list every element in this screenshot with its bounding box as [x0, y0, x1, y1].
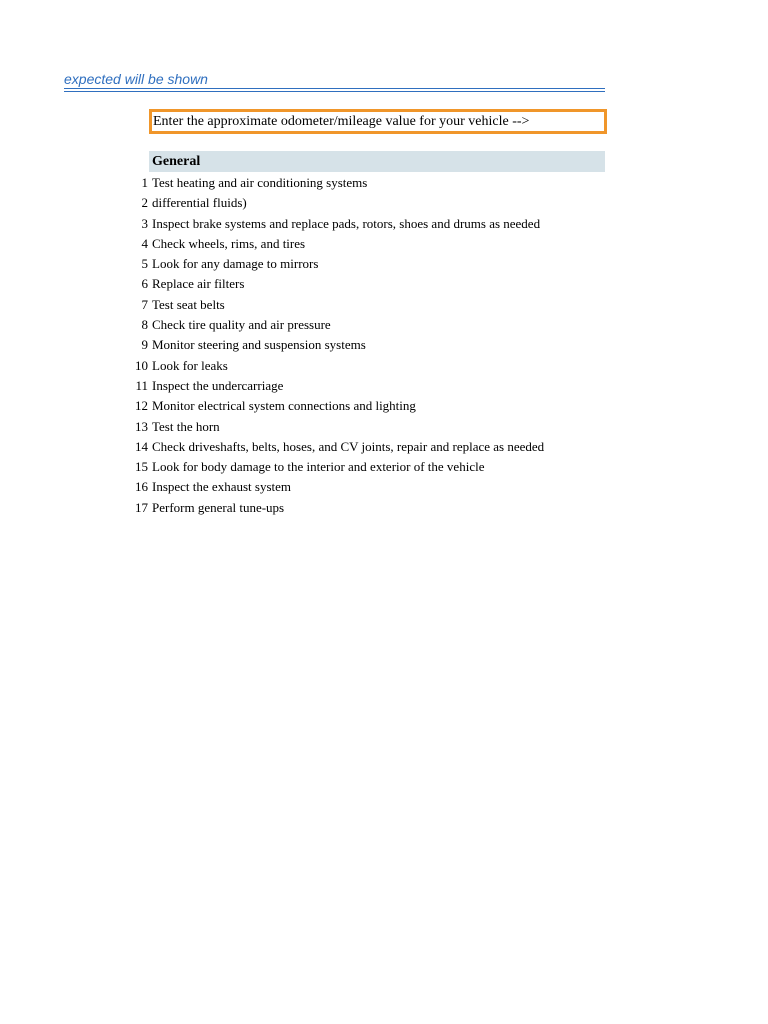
list-item [0, 418, 768, 438]
item-text: Test heating and air conditioning systems [152, 175, 368, 190]
item-text: Check driveshafts, belts, hoses, and CV joints, repair and replace as needed [152, 438, 545, 454]
item-number: 8 [141, 317, 148, 333]
list-item [0, 255, 768, 275]
item-text: Inspect brake systems and replace pads, rotors, shoes and drums as needed [152, 215, 541, 231]
odometer-input-cell[interactable] [149, 109, 607, 134]
list-item [0, 316, 768, 336]
item-number: 4 [141, 235, 148, 251]
item-text: Inspect the exhaust system [152, 479, 291, 495]
list-item [0, 377, 768, 397]
header-note: expected will be shown [64, 71, 208, 87]
list-item [0, 194, 768, 214]
item-text: Test seat belts [152, 296, 225, 312]
item-number: 9 [141, 337, 148, 353]
list-item [0, 296, 768, 316]
item-number: 5 [141, 256, 148, 272]
list-item [0, 174, 768, 194]
item-number: 11 [135, 377, 148, 393]
odometer-label: Enter the approximate odometer/mileage value for your vehicle --> [153, 114, 530, 129]
item-number: 2 [141, 195, 148, 211]
item-text: Monitor steering and suspension systems [152, 337, 366, 353]
item-number: 6 [141, 276, 148, 292]
item-text: Inspect the undercarriage [152, 377, 284, 393]
item-text: Check wheels, rims, and tires [152, 235, 306, 251]
item-text: Monitor electrical system connections and lighting [152, 398, 416, 414]
list-item [0, 235, 768, 255]
list-item [0, 357, 768, 377]
item-number: 17 [135, 499, 148, 515]
list-item [0, 336, 768, 356]
item-number: 14 [135, 438, 148, 454]
list-item [0, 499, 768, 519]
item-text: Replace air filters [152, 276, 245, 292]
item-text: Look for body damage to the interior and exterior of the vehicle [152, 459, 485, 475]
item-number: 7 [141, 296, 148, 312]
maintenance-list [0, 174, 768, 519]
item-text: Check tire quality and air pressure [152, 317, 331, 333]
item-text: Test the horn [152, 418, 220, 434]
item-number: 16 [135, 479, 148, 495]
header-rule-bottom [64, 91, 605, 92]
item-number: 1 [141, 175, 148, 190]
item-number: 10 [135, 357, 148, 373]
list-item [0, 438, 768, 458]
item-text: Perform general tune-ups [152, 499, 285, 515]
list-item [0, 478, 768, 498]
item-text: Look for any damage to mirrors [152, 256, 319, 272]
list-item [0, 215, 768, 235]
item-text: differential fluids) [152, 195, 247, 211]
list-item [0, 275, 768, 295]
section-header-general [149, 151, 605, 172]
item-number: 12 [135, 398, 148, 414]
header-rule-top [64, 88, 605, 89]
item-number: 15 [135, 459, 148, 475]
section-title: General [152, 154, 201, 169]
list-item [0, 397, 768, 417]
item-number: 3 [141, 215, 148, 231]
item-text: Look for leaks [152, 357, 228, 373]
list-item [0, 458, 768, 478]
item-number: 13 [135, 418, 148, 434]
